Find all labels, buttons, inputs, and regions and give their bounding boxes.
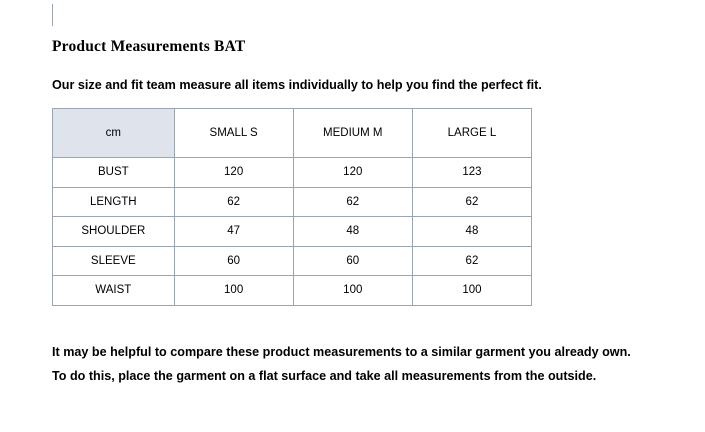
cell-value: 62 xyxy=(412,187,531,217)
footer-text-line-1: It may be helpful to compare these product measurements to a similar garment you already own. xyxy=(52,345,631,359)
measurements-table xyxy=(52,108,532,306)
cell-value: 60 xyxy=(293,246,412,276)
cell-value: 62 xyxy=(174,187,293,217)
footer-text-line-2: To do this, place the garment on a flat surface and take all measurements from the outside. xyxy=(52,369,597,383)
cell-value: 62 xyxy=(412,246,531,276)
page-title: Product Measurements BAT xyxy=(52,38,246,55)
table-header-medium: MEDIUM M xyxy=(293,109,412,158)
cell-value: 48 xyxy=(412,217,531,247)
cell-value: 100 xyxy=(412,276,531,306)
page-top-marker xyxy=(52,4,53,26)
table-row xyxy=(53,187,532,217)
table-header-unit: cm xyxy=(53,109,175,158)
cell-value: 120 xyxy=(293,158,412,188)
row-label: SLEEVE xyxy=(53,246,175,276)
row-label: BUST xyxy=(53,158,175,188)
cell-value: 120 xyxy=(174,158,293,188)
row-label: WAIST xyxy=(53,276,175,306)
page-subtitle: Our size and fit team measure all items individually to help you find the perfect fit. xyxy=(52,78,542,92)
table-row xyxy=(53,246,532,276)
table-header-small: SMALL S xyxy=(174,109,293,158)
cell-value: 62 xyxy=(293,187,412,217)
cell-value: 100 xyxy=(174,276,293,306)
cell-value: 123 xyxy=(412,158,531,188)
row-label: SHOULDER xyxy=(53,217,175,247)
table-header-large: LARGE L xyxy=(412,109,531,158)
table-row xyxy=(53,217,532,247)
table-row xyxy=(53,158,532,188)
cell-value: 48 xyxy=(293,217,412,247)
cell-value: 100 xyxy=(293,276,412,306)
table-row xyxy=(53,276,532,306)
cell-value: 47 xyxy=(174,217,293,247)
table-header-row xyxy=(53,109,532,158)
row-label: LENGTH xyxy=(53,187,175,217)
cell-value: 60 xyxy=(174,246,293,276)
